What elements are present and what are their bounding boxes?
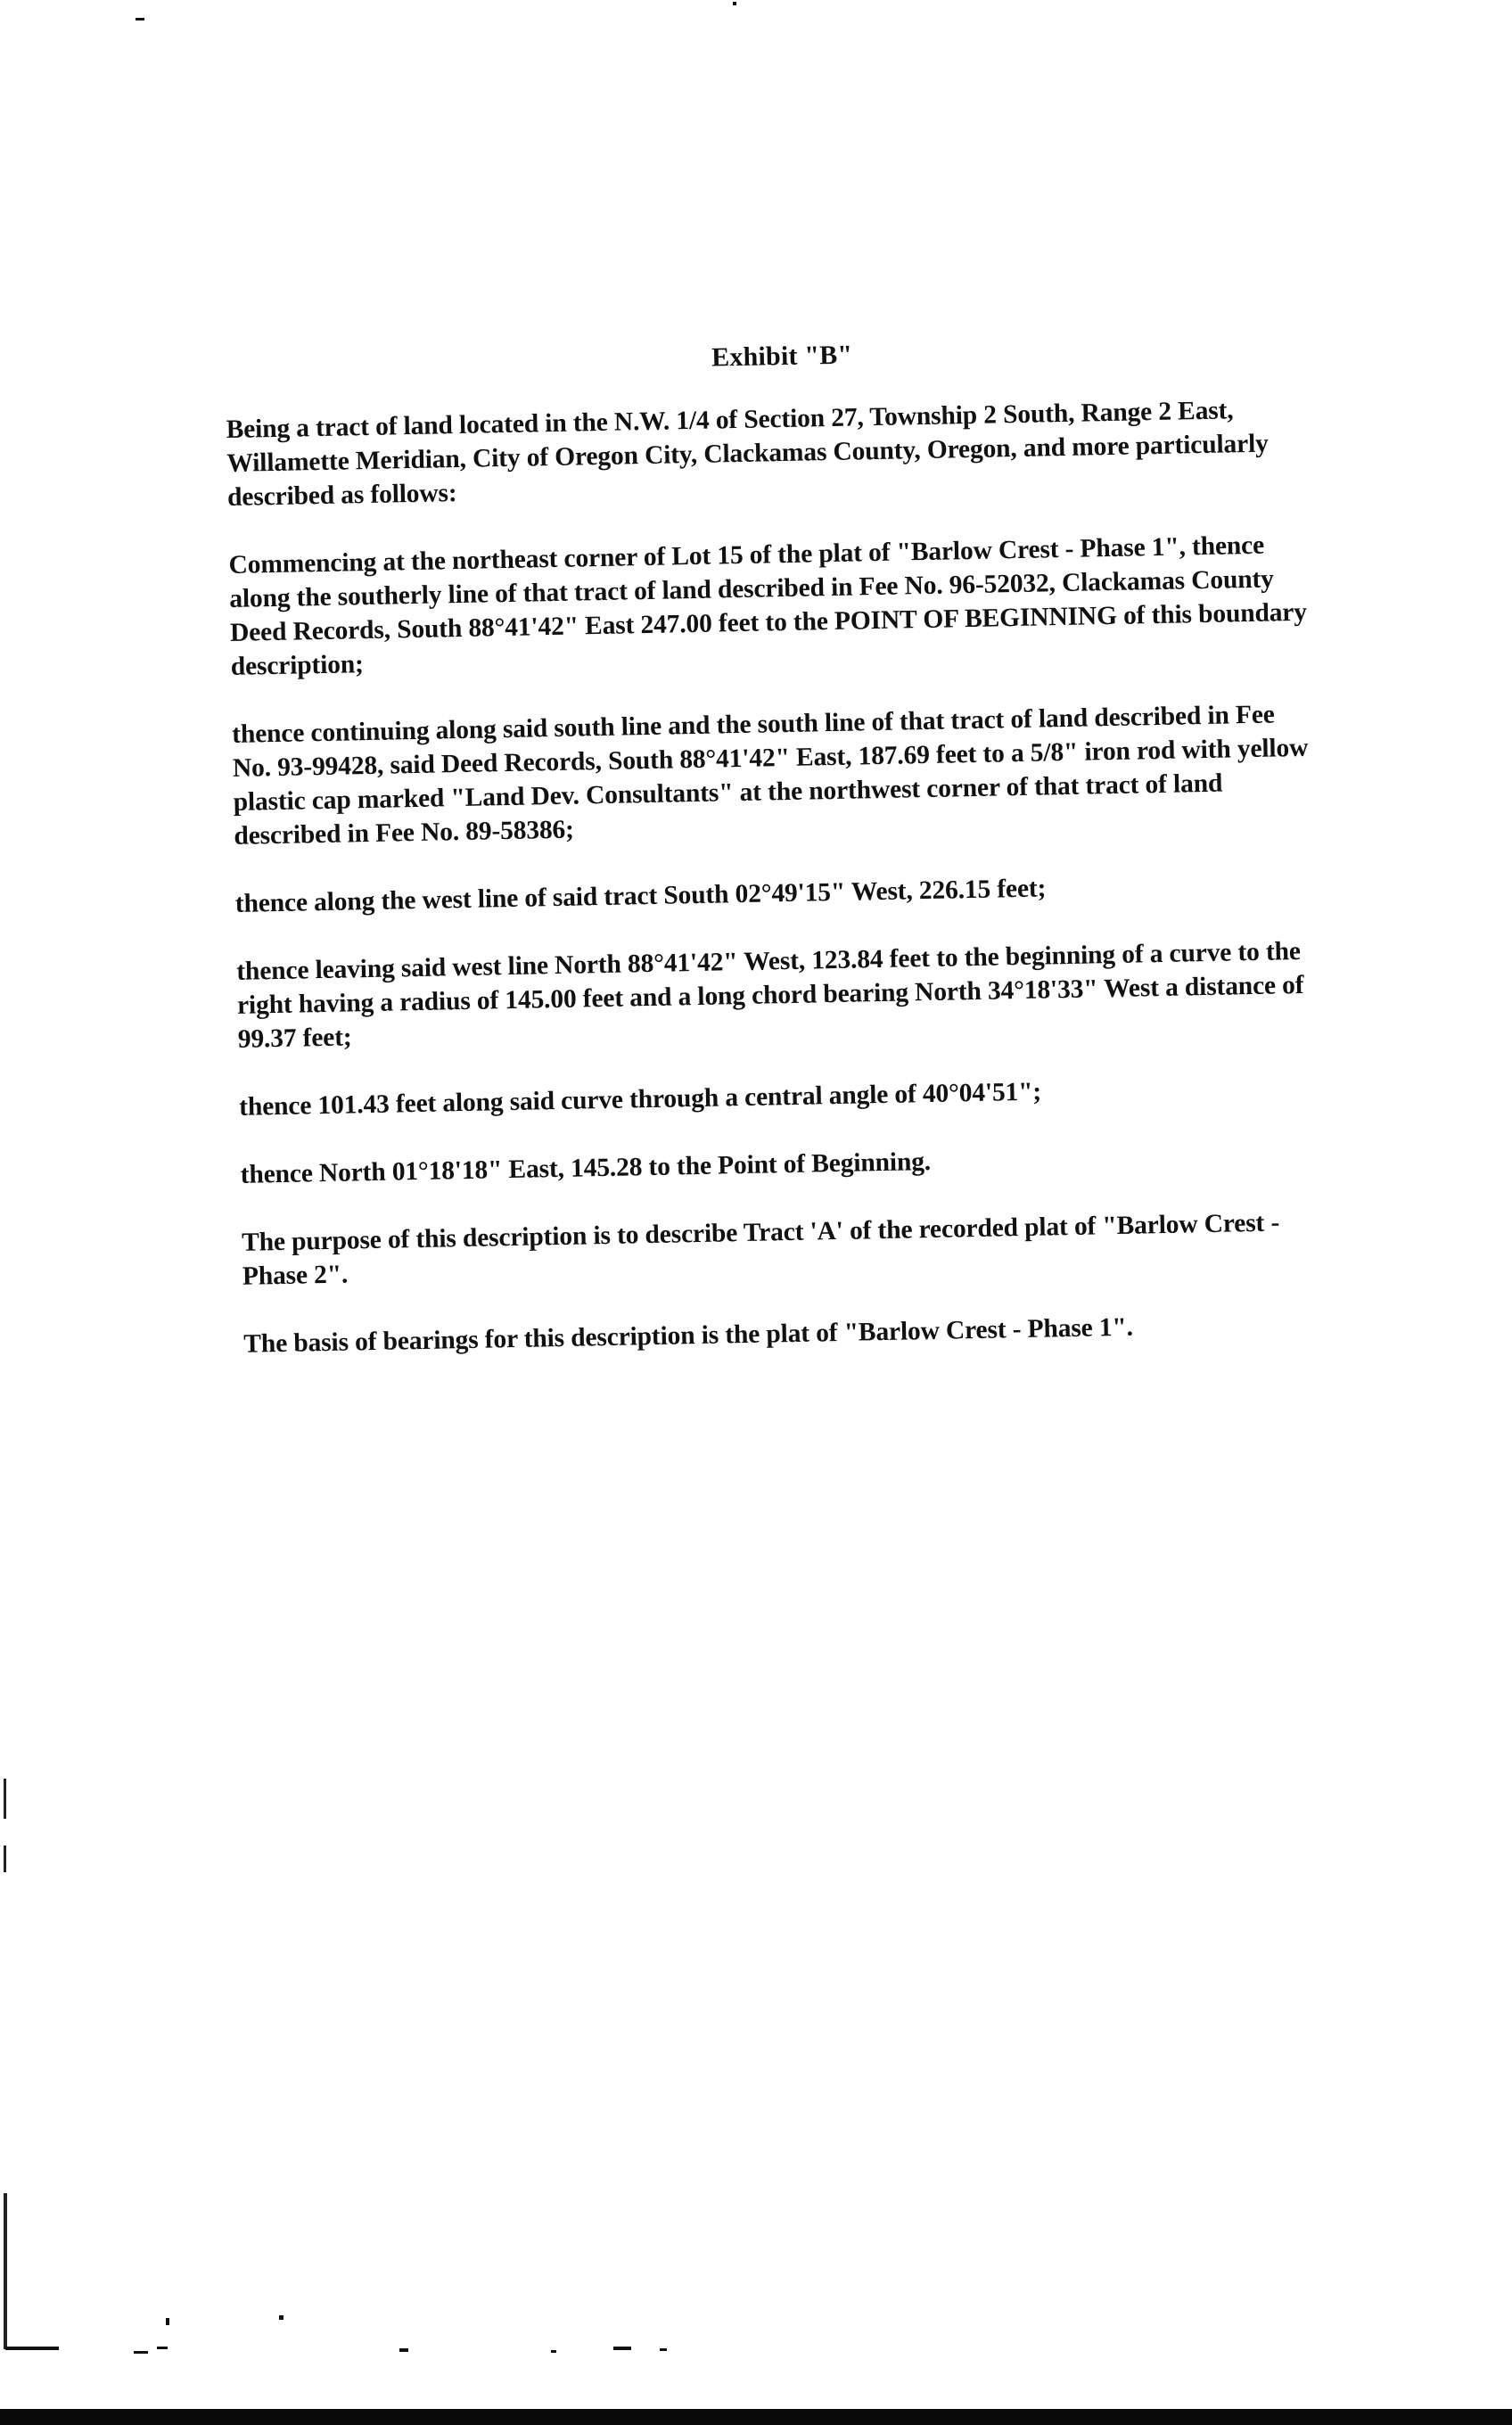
paragraph-purpose: The purpose of this description is to describe Tract 'A' of the recorded plat of "Barlow Crest - Phase 2". <box>241 1208 1280 1291</box>
scan-edge-mark <box>4 1779 6 1819</box>
scan-speck <box>279 2315 284 2320</box>
scan-speck <box>134 2351 148 2354</box>
scan-speck <box>166 2318 169 2325</box>
legal-description <box>225 332 1323 1395</box>
scan-speck <box>613 2347 631 2350</box>
scan-speck <box>399 2348 408 2352</box>
scan-speck <box>551 2350 556 2353</box>
scan-speck <box>660 2348 667 2351</box>
paragraph-point-of-beginning: thence North 01°18'18" East, 145.28 to the Point of Beginning. <box>240 1147 932 1189</box>
exhibit-title: Exhibit "B" <box>711 340 853 373</box>
paragraph-tract-location: Being a tract of land located in the N.W. 1/4 of Section 27, Township 2 South, Range 2 East, Willamette Meridian, City of Oregon City, Clackamas County, Oregon, and more particularly described as follows: <box>226 396 1269 512</box>
scan-speck <box>157 2347 168 2349</box>
scan-edge-mark <box>5 2347 59 2350</box>
paragraph-curve-arc: thence 101.43 feet along said curve through a central angle of 40°04'51"; <box>238 1077 1042 1122</box>
paragraph-basis-of-bearings: The basis of bearings for this description is the plat of "Barlow Crest - Phase 1". <box>243 1312 1134 1359</box>
paragraph-curve-start: thence leaving said west line North 88°41'42" West, 123.84 feet to the beginning of a curve to the right having a radius of 145.00 feet and a long chord bearing North 34°18'33" West a distance of 99.37 feet; <box>236 936 1304 1054</box>
scan-bottom-border <box>0 2409 1512 2425</box>
scan-speck <box>733 2 736 5</box>
scan-edge-mark <box>4 1845 6 1872</box>
paragraph-west-line: thence along the west line of said tract South 02°49'15" West, 226.15 feet; <box>234 874 1047 918</box>
paragraph-commencing: Commencing at the northeast corner of Lot 15 of the plat of "Barlow Crest - Phase 1", thence along the southerly line of that tract of land described in Fee No. 96-52032, Clackamas County Deed Records, South 88°41'42" East 247.00 feet to the POINT OF BEGINNING of this boundary description; <box>228 530 1308 681</box>
paragraph-south-line: thence continuing along said south line and the south line of that tract of land described in Fee No. 93-99428, said Deed Records, South 88°41'42" East, 187.69 feet to a 5/8" iron rod with yellow plastic cap marked "Land Dev. Consultants" at the northwest corner of that tract of land described in Fee No. 89-58386; <box>231 700 1309 851</box>
scan-speck <box>136 18 144 21</box>
scan-edge-mark <box>4 2193 7 2349</box>
